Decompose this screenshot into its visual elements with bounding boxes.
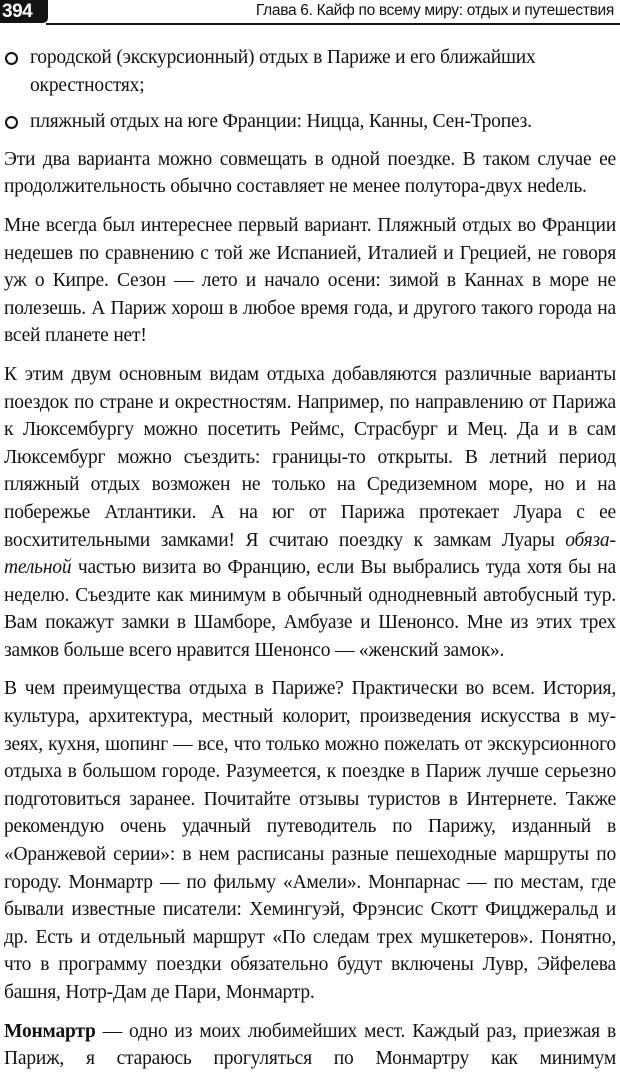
bullet-list (4, 44, 616, 136)
chapter-title: Глава 6. Кайф по всему миру: отдых и путешествия (255, 2, 614, 19)
list-item (4, 108, 616, 136)
paragraph (4, 361, 616, 665)
paragraph: Эти два варианта можно совмещать в одной поездке. В таком случае ее продолжительность обычно составляет не менее полутора-двух неdель. (4, 148, 616, 198)
page-body (4, 44, 616, 1084)
emphasized-text: обязательной (4, 529, 616, 579)
page-number: 394 (0, 0, 48, 23)
bold-term: Монмартр (4, 1020, 96, 1042)
paragraph-text: — одно из моих любимейших мест. Каждый раз, приезжая в Париж, я стараюсь прогуляться по Монмартру как минимум (4, 1020, 616, 1070)
list-item-text: пляжный отдых на юге Франции: Ницца, Канны, Сен-Тропез. (30, 111, 532, 133)
list-item-text: городской (экскурсионный) отдых в Париже и его ближайших окрестностях; (30, 47, 536, 96)
paragraph-text: К этим двум основным видам отдыха добавляются различные варианты поездок по стране и окрестностям. Например, по направлению от Парижа к Люксембургу можно посетить Реймс, Страсбург и Мец. Да и в сам Люксембург можно съездить: границы-то открыты. В летний период пляжный отдых возможен не только на Средиземном море, но и на побережье Атлантики. А на юг от Парижа протекает Луара с ее восхитительными замками! Я считаю поездку к замкам Луары (4, 363, 616, 551)
list-item (4, 44, 616, 99)
page-header (0, 0, 620, 24)
paragraph: В чем преимущества отдыха в Париже? Практически во всем. История, культура, архитектура, местный колорит, произведения искусства в музеях, кухня, шопинг — все, что только можно пожелать от экскурсионного отдыха в большом городе. Разумеется, к поездке в Париж лучше серьезно подготовиться заранее. Почитайте отзывы туристов в Интернете. Также рекомендую очень удачный путеводитель по Парижу, изданный в «Оранжевой серии»: в нем расписаны разные пешеходные маршруты по городу. Монмартр — по фильму «Амели». Монпарнас — по местам, где бывали известные писатели: Хемингуэй, Фрэнсис Скотт Фицджеральд и др. Есть и отдельный маршрут «По следам трех мушкетеров». Понятно, что в программу поездки обязательно будут включены Лувр, Эйфелева башня, Нотр-Дам де Пари, Монмартр. (4, 678, 616, 1003)
header-rule (46, 23, 620, 25)
circle-bullet-icon (5, 52, 18, 65)
circle-bullet-icon (5, 116, 18, 129)
paragraph: Мне всегда был интереснее первый вариант. Пляжный отдых во Франции недешев по сравнению с той же Испанией, Италией и Грецией, не говоря уж о Кипре. Сезон — лето и начало осени: зимой в Каннах в море не полезешь. А Париж хорош в любое время года, и другого такого города на всей планете нет! (4, 214, 616, 347)
paragraph (4, 1018, 616, 1073)
paragraph-text: частью визита во Францию, если Вы выбрались туда хотя бы на неделю. Съездите как минимум в обычный однодневный автобусный тур. Вам покажут замки в Шамборе, Амбуазе и Шенонсо. Мне из этих трех замков больше всего нравится Шенонсо — «женский замок». (4, 557, 616, 661)
